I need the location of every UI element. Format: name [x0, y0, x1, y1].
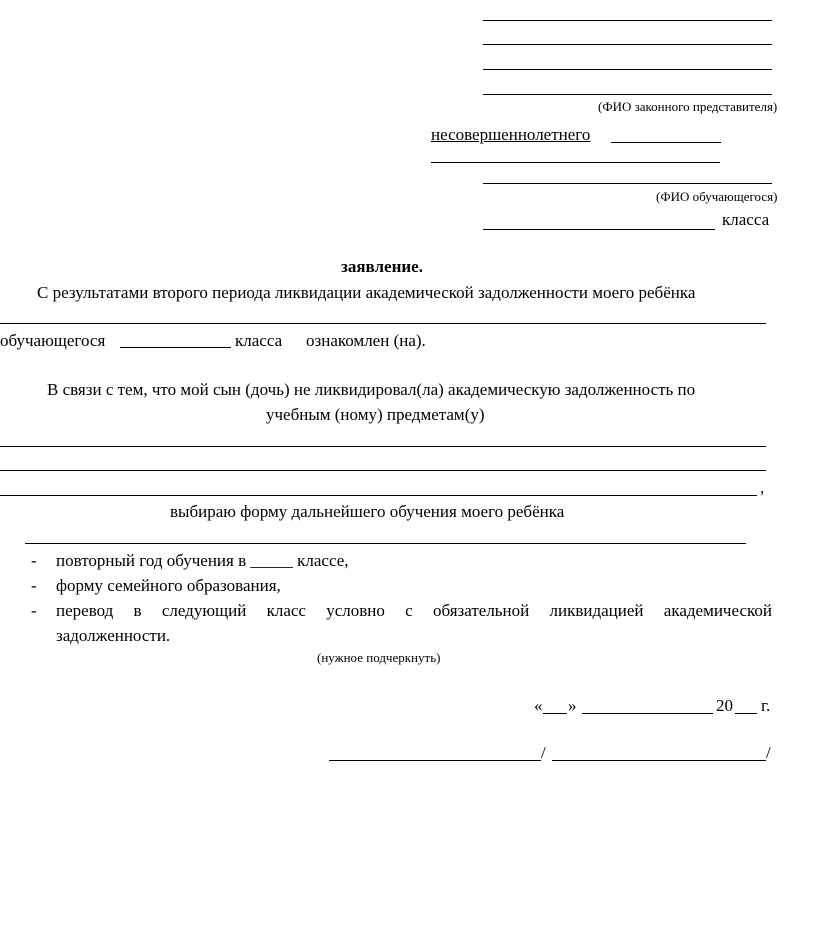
- para1-line3-b: класса: [235, 331, 283, 350]
- signature-line[interactable]: [329, 760, 541, 761]
- child-name-line[interactable]: [0, 323, 766, 324]
- class-number-line[interactable]: [120, 347, 231, 348]
- choice-line: выбираю форму дальнейшего обучения моего ребёнка: [170, 502, 565, 521]
- class-word: класса: [722, 210, 770, 229]
- minor-fill-line[interactable]: [611, 142, 721, 143]
- class-fill-line[interactable]: [483, 229, 715, 230]
- option-1-text[interactable]: повторный год обучения в _____ классе,: [56, 551, 349, 570]
- signature-name-line[interactable]: [552, 760, 766, 761]
- date-month-line[interactable]: [582, 713, 713, 714]
- signature-slash-1: /: [541, 743, 546, 762]
- representative-line-1[interactable]: [483, 20, 772, 21]
- option-3-dash: -: [31, 601, 37, 620]
- date-year-prefix: 20: [716, 696, 733, 715]
- subjects-line-3[interactable]: [0, 495, 757, 496]
- date-year-suffix: г.: [761, 696, 771, 715]
- para1-line3-a: обучающегося: [0, 331, 106, 350]
- date-day-line[interactable]: [543, 713, 567, 714]
- minor-word: несовершеннолетнего: [431, 125, 591, 144]
- representative-line-4[interactable]: [483, 94, 772, 95]
- para2-line2: учебным (ному) предметам(у): [266, 405, 485, 424]
- document-title: заявление.: [341, 257, 423, 276]
- subjects-line-2[interactable]: [0, 470, 766, 471]
- signature-slash-2: /: [766, 743, 771, 762]
- option-3-continuation: задолженности.: [56, 626, 171, 645]
- para2-line1: В связи с тем, что мой сын (дочь) не ликвидировал(ла) академическую задолженность по: [47, 380, 696, 399]
- representative-line-3[interactable]: [483, 69, 772, 70]
- option-2-dash: -: [31, 576, 37, 595]
- option-2-text[interactable]: форму семейного образования,: [56, 576, 281, 595]
- para1-line1: С результатами второго периода ликвидации академической задолженности моего ребёнка: [37, 283, 696, 302]
- subjects-line-1[interactable]: [0, 446, 766, 447]
- representative-caption: (ФИО законного представителя): [598, 99, 778, 114]
- date-open-quote: «: [534, 696, 543, 715]
- choice-fill-line[interactable]: [25, 543, 746, 544]
- student-line-1[interactable]: [431, 162, 720, 163]
- option-1-dash: -: [31, 551, 37, 570]
- underline-note: (нужное подчеркнуть): [317, 650, 441, 665]
- student-line-2[interactable]: [483, 183, 772, 184]
- date-year-line[interactable]: [735, 713, 757, 714]
- subjects-comma: ,: [760, 478, 765, 497]
- date-close-quote: »: [568, 696, 577, 715]
- student-caption: (ФИО обучающегося): [656, 189, 778, 204]
- para1-line3-c: ознакомлен (на).: [306, 331, 426, 350]
- minor-label: [431, 125, 590, 145]
- representative-line-2[interactable]: [483, 44, 772, 45]
- option-3-text[interactable]: перевод в следующий класс условно с обязательной ликвидацией академической: [56, 601, 772, 620]
